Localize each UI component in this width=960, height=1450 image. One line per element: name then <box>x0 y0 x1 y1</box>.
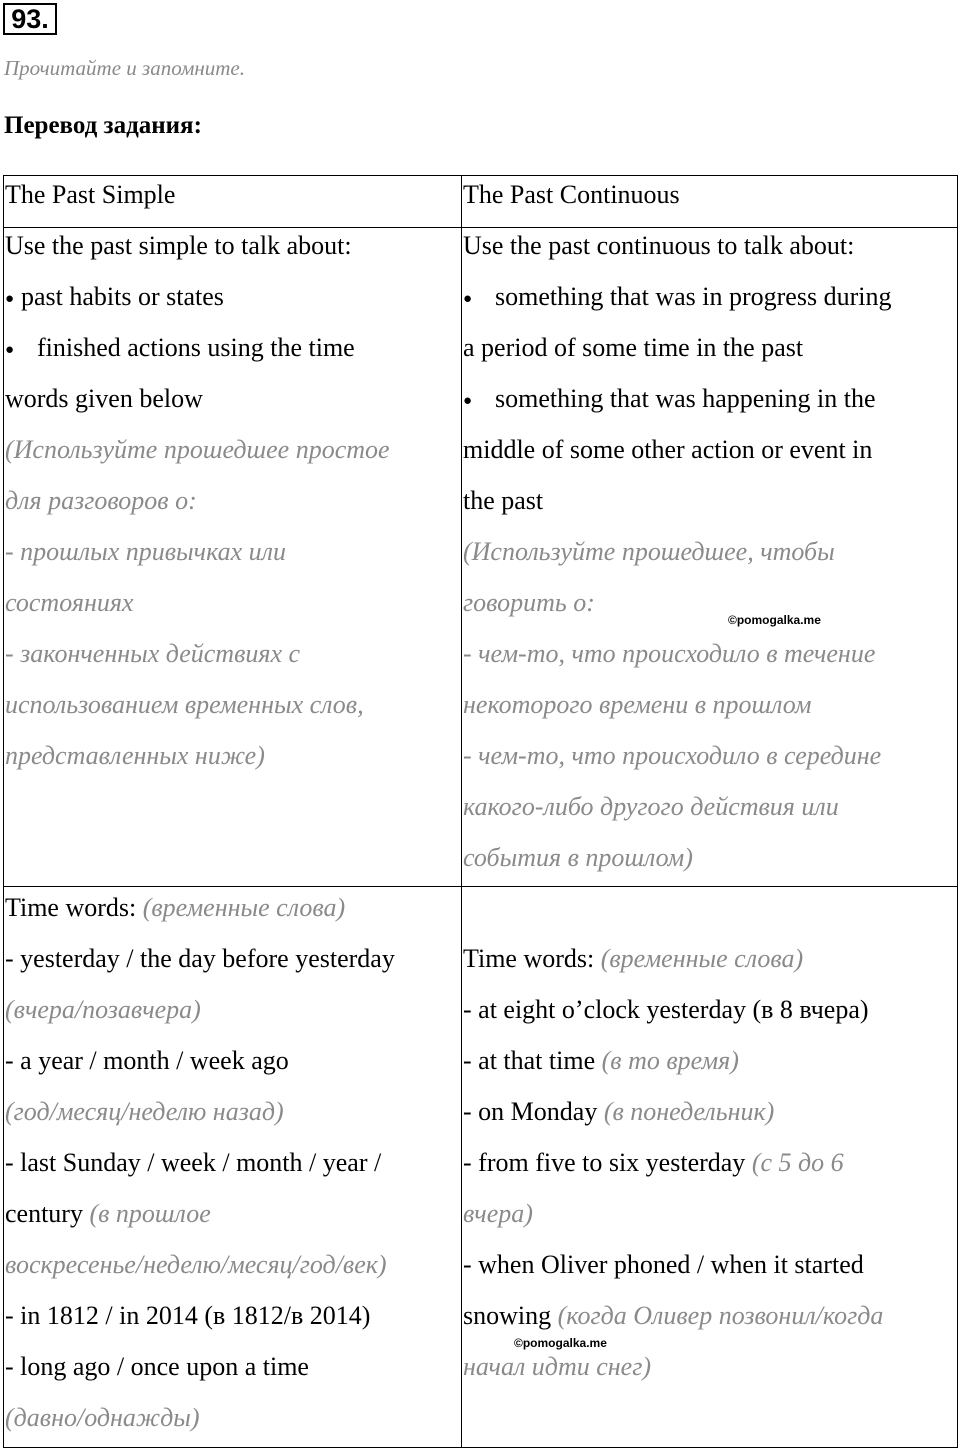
past-continuous-usage: Use the past continuous to talk about: ● something that was in progress during a period of some time in the past ● something that was happening in the middle of some other action or event in the past (Используйте прошедшее, чтобы говорить о: - чем-то, что происходило в течение некоторого времени в прошлом - чем-то, что происходило в середине какого-либо другого действия или события в прошлом) <box>463 231 892 872</box>
bullet-icon: ● <box>463 290 473 307</box>
header-past-continuous: The Past Continuous <box>463 180 680 209</box>
header-past-simple: The Past Simple <box>5 180 176 209</box>
past-continuous-time-words: Time words: (временные слова) - at eight o’clock yesterday (в 8 вчера) - at that time (в то время) - on Monday (в понедельник) - from five to six yesterday (с 5 до 6 вчера) - when Oliver phoned / when it started snowing (когда Оливер позвонил/когда начал идти снег) <box>463 944 884 1381</box>
watermark: ©pomogalka.me <box>728 613 821 627</box>
past-simple-usage: Use the past simple to talk about: ● past habits or states ● finished actions using the time words given below (Используйте прошедшее простое для разговоров о: - прошлых привычках или состояниях - законченных действиях с использованием временных слов, представленных ниже) <box>5 231 390 770</box>
watermark: ©pomogalka.me <box>514 1336 607 1350</box>
bullet-icon: ● <box>463 392 473 409</box>
instruction: Прочитайте и запомните. <box>4 56 245 80</box>
table-column-divider <box>461 175 462 1448</box>
bullet-icon: ● <box>5 290 15 307</box>
past-simple-time-words: Time words: (временные слова) - yesterday / the day before yesterday (вчера/позавчера) - a year / month / week ago (год/месяц/неделю назад) - last Sunday / week / month / year / century (в прошлое воскресенье/неделю/месяц/год/век) - in 1812 / in 2014 (в 1812/в 2014) - long ago / once upon a time (давно/однажды) <box>5 893 395 1432</box>
bullet-icon: ● <box>5 341 15 358</box>
translation-heading: Перевод задания: <box>4 112 202 139</box>
task-number: 93. <box>3 3 57 35</box>
